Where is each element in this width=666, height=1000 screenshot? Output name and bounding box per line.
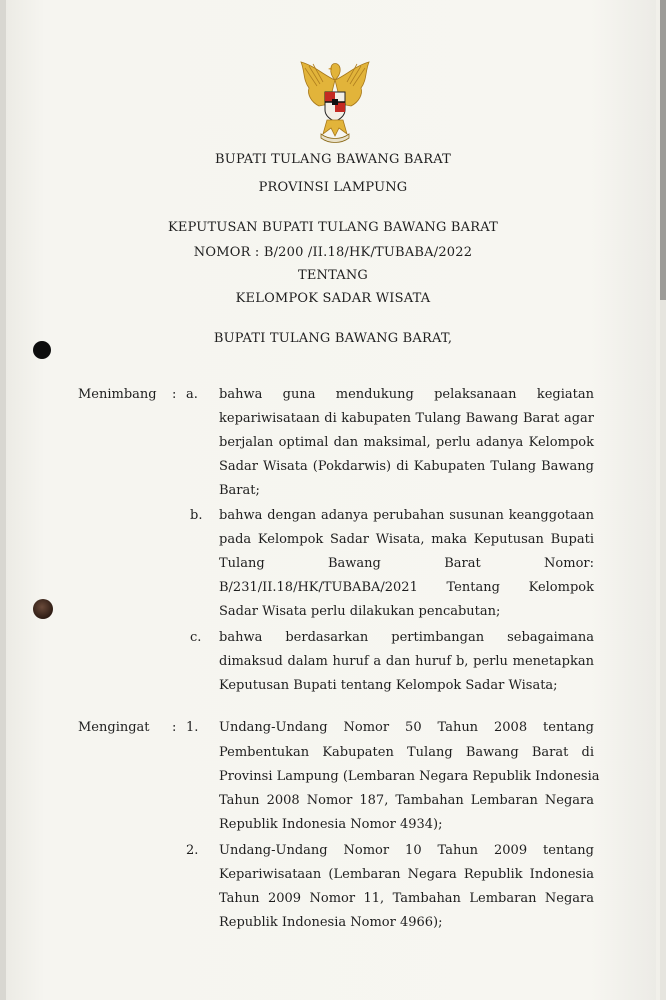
item-line: B/231/II.18/HK/TUBABA/2021 Tentang Kelompok	[219, 580, 594, 595]
item-line: Sadar Wisata perlu dilakukan pencabutan;	[219, 604, 501, 619]
header-regent: BUPATI TULANG BAWANG BARAT	[215, 152, 451, 167]
item-line: Undang-Undang Nomor 10 Tahun 2009 tentang	[219, 843, 594, 858]
colon: :	[172, 720, 177, 735]
item-line: Tahun 2009 Nomor 11, Tambahan Lembaran Negara	[219, 891, 594, 906]
item-line: Sadar Wisata (Pokdarwis) di Kabupaten Tulang Bawang	[219, 459, 594, 474]
decree-number: NOMOR : B/200 /II.18/HK/TUBABA/2022	[193, 245, 473, 260]
item-marker: 2.	[186, 843, 199, 858]
punch-hole	[33, 599, 53, 619]
item-line: Barat;	[219, 483, 260, 498]
item-line: pada Kelompok Sadar Wisata, maka Keputusan Bupati	[219, 532, 594, 547]
item-marker: 1.	[186, 720, 199, 735]
colon: :	[172, 387, 177, 402]
item-line: Republik Indonesia Nomor 4966);	[219, 915, 443, 930]
section-label-menimbang: Menimbang	[78, 387, 157, 402]
decree-about: TENTANG	[297, 268, 369, 283]
decree-subject: KELOMPOK SADAR WISATA	[235, 291, 431, 306]
item-line: Kepariwisataan (Lembaran Negara Republik Indonesia	[219, 867, 594, 882]
garuda-emblem-icon	[295, 58, 375, 144]
item-line: bahwa guna mendukung pelaksanaan kegiatan	[219, 387, 594, 402]
item-line: Keputusan Bupati tentang Kelompok Sadar Wisata;	[219, 678, 558, 693]
item-line: Pembentukan Kabupaten Tulang Bawang Barat di	[219, 745, 594, 760]
item-marker: c.	[190, 630, 202, 645]
punch-hole	[33, 341, 51, 359]
page-left-edge	[0, 0, 6, 1000]
item-line: kepariwisataan di kabupaten Tulang Bawang Barat agar	[219, 411, 594, 426]
item-line: Republik Indonesia Nomor 4934);	[219, 817, 443, 832]
header-province: PROVINSI LAMPUNG	[258, 180, 408, 195]
item-line: Tahun 2008 Nomor 187, Tambahan Lembaran Negara	[219, 793, 594, 808]
page-right-edge	[660, 300, 666, 1000]
item-line: bahwa dengan adanya perubahan susunan keanggotaan	[219, 508, 594, 523]
item-line: bahwa berdasarkan pertimbangan sebagaimana	[219, 630, 594, 645]
item-line: Undang-Undang Nomor 50 Tahun 2008 tentang	[219, 720, 594, 735]
item-marker: b.	[190, 508, 203, 523]
decree-title: KEPUTUSAN BUPATI TULANG BAWANG BARAT	[167, 220, 498, 235]
item-marker: a.	[186, 387, 198, 402]
item-line: Provinsi Lampung (Lembaran Negara Republik Indonesia	[219, 769, 600, 784]
item-line: Tulang Bawang Barat Nomor:	[219, 556, 594, 571]
item-line: berjalan optimal dan maksimal, perlu adanya Kelompok	[219, 435, 594, 450]
decree-issuer: BUPATI TULANG BAWANG BARAT,	[213, 331, 453, 346]
section-label-mengingat: Mengingat	[78, 720, 150, 735]
item-line: dimaksud dalam huruf a dan huruf b, perlu menetapkan	[219, 654, 594, 669]
